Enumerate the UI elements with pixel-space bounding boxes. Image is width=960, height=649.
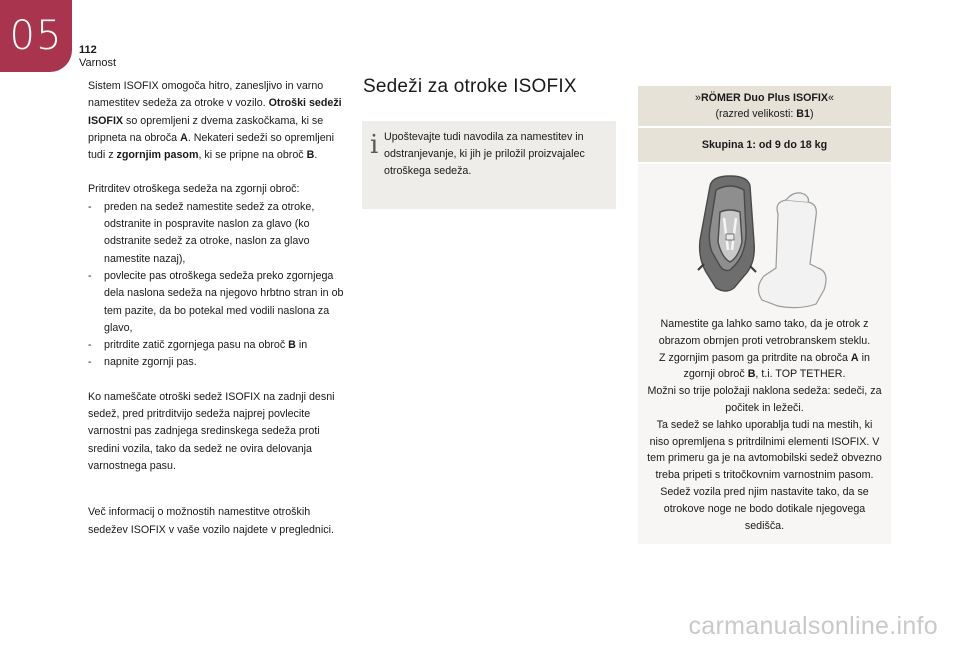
- section-title: Sedeži za otroke ISOFIX: [363, 76, 577, 97]
- chapter-number: 05: [9, 13, 63, 59]
- tether-instructions: [88, 181, 344, 371]
- info-icon: i: [370, 130, 379, 160]
- weight-group: Skupina 1: od 9 do 18 kg: [638, 128, 891, 162]
- more-info-paragraph: Več informacij o možnostih namestitve otroških sedežev ISOFIX v vaše vozilo najdete v preglednici.: [88, 506, 334, 536]
- list-item: - napnite zgornji pas.: [88, 354, 344, 371]
- tether-note: Z zgornjim pasom ga pritrdite na obroča A in zgornji obroč B, t.i. TOP TETHER.: [659, 351, 870, 381]
- left-column: [88, 78, 344, 556]
- child-seat-table: [638, 86, 891, 544]
- seat-details: [638, 164, 891, 544]
- page-number: 112: [79, 44, 97, 56]
- section-name: Varnost: [79, 57, 117, 69]
- seat-name: »RÖMER Duo Plus ISOFIX«: [695, 92, 834, 104]
- child-seat-illustration-icon: [690, 172, 840, 312]
- info-text: Upoštevajte tudi navodila za namestitev in odstranjevanje, ki jih je priložil proizvajalec otroškega sedeža.: [384, 131, 585, 177]
- orientation-note: Namestite ga lahko samo tako, da je otrok z obrazom obrnjen proti vetrobranskem steklu.: [658, 318, 871, 347]
- instructions-intro: Pritrditev otroškega sedeža na zgornji obroč:: [88, 183, 300, 196]
- seat-size-class: (razred velikosti: B1): [715, 108, 814, 120]
- seat-description: [646, 316, 883, 534]
- isofix-intro-paragraph: Sistem ISOFIX omogoča hitro, zanesljivo in varno namestitev sedeža za otroke v vozilo. Otroški sedeži ISOFIX so opremljeni z dvema zaskočkama, ki se pripneta na obroča A. Nekateri sedeži so opremljeni tudi z zgornjim pasom, ki se pripne na obroč B.: [88, 80, 342, 162]
- non-isofix-note: Ta sedež se lahko uporablja tudi na mestih, ki niso opremljena s pritrdilnimi elementi ISOFIX. V tem primeru ga je na avtomobilski sedež obvezno treba pripeti s tritočkovnim varnostnim pasom. Sedež vozila pred njim nastavite tako, da se otrokove noge ne bodo dotikale njegovega sedišča.: [647, 418, 882, 532]
- steps-list: [88, 199, 344, 372]
- list-item: - pritrdite zatič zgornjega pasu na obroč B in: [88, 337, 344, 354]
- rear-seat-paragraph: Ko nameščate otroški sedež ISOFIX na zadnji desni sedež, pred pritrditvijo sedeža najprej povlecite varnostni pas zadnjega sredinskega sedeža proti sredini vozila, tako da sedež ne ovira delovanja varnostnega pasu.: [88, 390, 335, 472]
- info-note: [362, 121, 616, 209]
- list-item: - preden na sedež namestite sedež za otroke, odstranite in pospravite naslon za glavo (ko odstranite sedež za otroke, naslon za glavo namestite nazaj),: [88, 199, 344, 268]
- chapter-tab: [0, 0, 72, 72]
- seat-header: [638, 86, 891, 126]
- watermark: carmanualsonline.info: [688, 612, 938, 640]
- recline-note: Možni so trije položaji naklona sedeža: sedeči, za počitek in ležeči.: [647, 385, 882, 414]
- list-item: - povlecite pas otroškega sedeža preko zgornjega dela naslona sedeža na njegovo hrbtno stran in ob tem pazite, da bo potekal med vodili naslona za glavo,: [88, 268, 344, 337]
